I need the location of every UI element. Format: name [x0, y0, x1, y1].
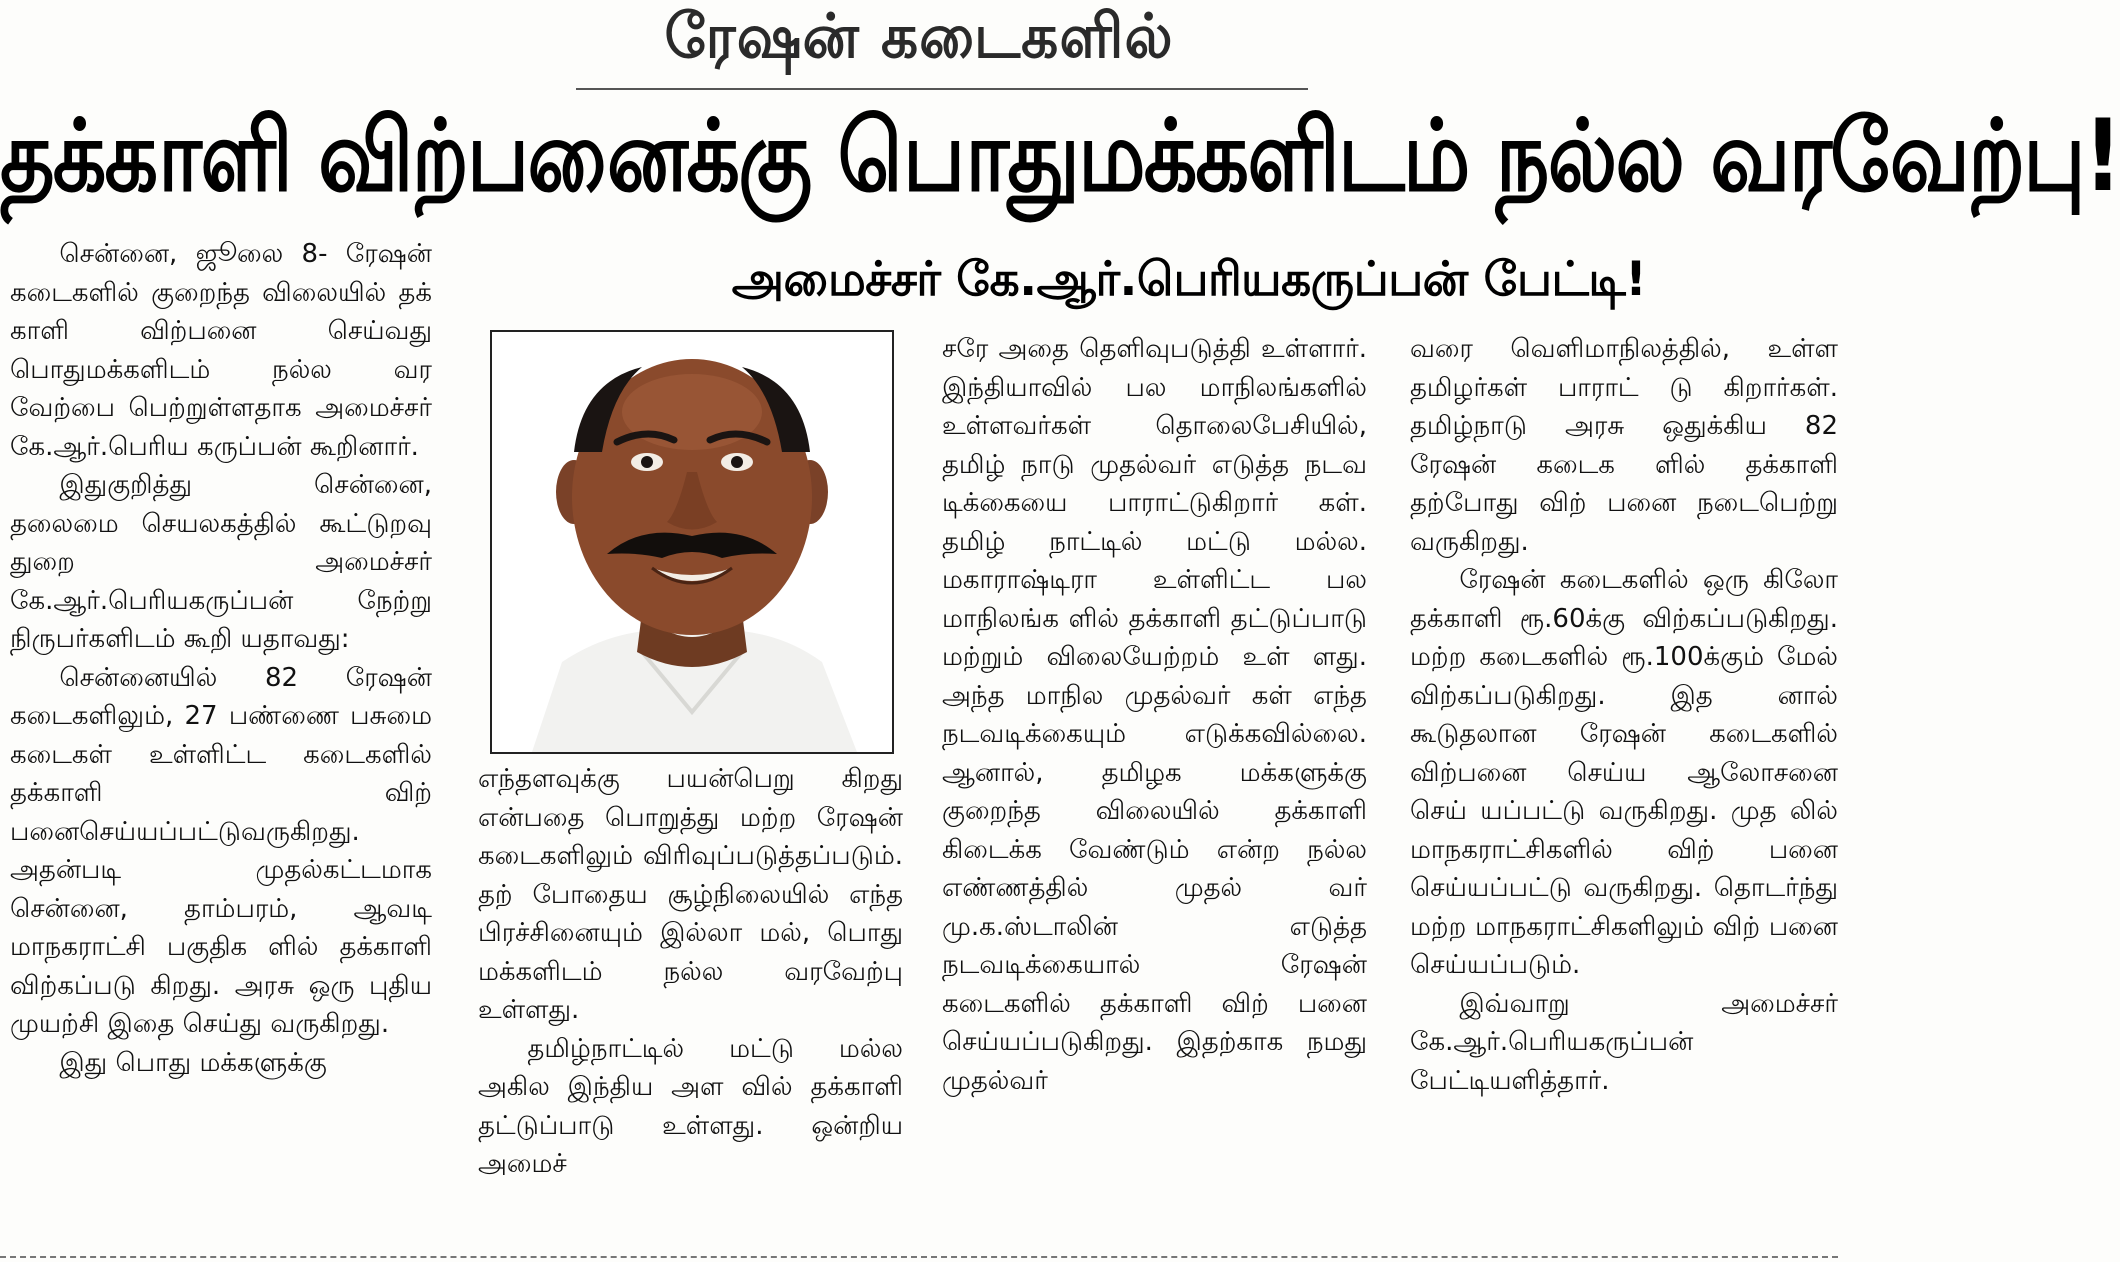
- article-column-2: [478, 760, 903, 1255]
- paragraph: தமிழ்நாட்டில் மட்டு மல்ல அகில இந்திய அள வில் தக்காளி தட்டுப்பாடு உள்ளது. ஒன்றிய அமைச்: [478, 1033, 903, 1179]
- paragraph: எந்தளவுக்கு பயன்பெறு கிறது என்பதை பொறுத்து மற்ற ரேஷன் கடைகளிலும் விரிவுப்படுத்தப்படும். தற் போதைய சூழ்நிலையில் எந்த பிரச்சினையும் இல்லா மல், பொது மக்களிடம் நல்ல வரவேற்பு உள்ளது.: [478, 764, 903, 1025]
- paragraph: இவ்வாறு அமைச்சர் கே.ஆர்.பெரியகருப்பன் பேட்டியளித்தார்.: [1410, 988, 1838, 1096]
- portrait-photo: [490, 330, 894, 754]
- portrait-image: [492, 332, 892, 752]
- paragraph: சரே அதை தெளிவுபடுத்தி உள்ளார். இந்தியாவில் பல மாநிலங்களில் உள்ளவர்கள் தொலைபேசியில், தமிழ் நாடு முதல்வர் எடுத்த நடவ டிக்கையை பாராட்டுகிறார் கள். தமிழ் நாட்டில் மட்டு மல்ல. மகாராஷ்டிரா உள்ளிட்ட பல மாநிலங்க ளில் தக்காளி தட்டுப்பாடு மற்றும் விலையேற்றம் உள் ளது. அந்த மாநில முதல்வர் கள் எந்த நடவடிக்கையும் எடுக்கவில்லை. ஆனால், தமிழக மக்களுக்கு குறைந்த விலையில் தக்காளி கிடைக்க வேண்டும் என்ற நல்ல எண்ணத்தில் முதல் வர் மு.க.ஸ்டாலின் எடுத்த நடவடிக்கையால் ரேஷன் கடைகளில் தக்காளி விற் பனை செய்யப்படுகிறது. இதற்காக நமது முதல்வர்: [942, 334, 1367, 1096]
- paragraph: சென்னையில் 82 ரேஷன் கடைகளிலும், 27 பண்ணை பசுமை கடைகள் உள்ளிட்ட கடைகளில் தக்காளி விற் பனைசெய்யப்பட்டுவருகிறது. அதன்படி முதல்கட்டமாக சென்னை, தாம்பரம், ஆவடி மாநகராட்சி பகுதிக ளில் தக்காளி விற்கப்படு கிறது. அரசு ஒரு புதிய முயற்சி இதை செய்து வருகிறது.: [10, 662, 432, 1039]
- article-column-1: [10, 235, 432, 1255]
- kicker-heading: ரேஷன் கடைகளில்: [664, 0, 1174, 72]
- bottom-divider: [0, 1256, 1838, 1258]
- article-column-3: [942, 330, 1367, 1255]
- paragraph: வரை வெளிமாநிலத்தில், உள்ள தமிழர்கள் பாராட் டு கிறார்கள். தமிழ்நாடு அரசு ஒதுக்கிய 82 ரேஷன் கடைக ளில் தக்காளி தற்போது விற் பனை நடைபெற்று வருகிறது.: [1410, 334, 1838, 557]
- subheadline: அமைச்சர் கே.ஆர்.பெரியகருப்பன் பேட்டி!: [731, 252, 1647, 307]
- paragraph: சென்னை, ஜூலை 8- ரேஷன் கடைகளில் குறைந்த விலையில் தக் காளி விற்பனை செய்வது பொதுமக்களிடம் நல்ல வர வேற்பை பெற்றுள்ளதாக அமைச்சர் கே.ஆர்.பெரிய கருப்பன் கூறினார்.: [10, 239, 432, 462]
- main-headline: தக்காளி விற்பனைக்கு பொதுமக்களிடம் நல்ல வரவேற்பு!: [0, 98, 2120, 214]
- paragraph: இது பொது மக்களுக்கு: [59, 1047, 327, 1078]
- kicker-divider: [576, 88, 1308, 90]
- paragraph: இதுகுறித்து சென்னை, தலைமை செயலகத்தில் கூட்டுறவு துறை அமைச்சர் கே.ஆர்.பெரியகருப்பன் நேற்று நிருபர்களிடம் கூறி யதாவது:: [10, 470, 432, 654]
- paragraph: ரேஷன் கடைகளில் ஒரு கிலோ தக்காளி ரூ.60க்கு விற்கப்படுகிறது. மற்ற கடைகளில் ரூ.100க்கும் மேல் விற்கப்படுகிறது. இத னால் கூடுதலான ரேஷன் கடைகளில் விற்பனை செய்ய ஆலோசனை செய் யப்பட்டு வருகிறது. முத லில் மாநகராட்சிகளில் விற் பனை செய்யப்பட்டு வருகிறது. தொடர்ந்து மற்ற மாநகராட்சிகளிலும் விற் பனை செய்யப்படும்.: [1410, 565, 1838, 980]
- article-column-4: [1410, 330, 1838, 1255]
